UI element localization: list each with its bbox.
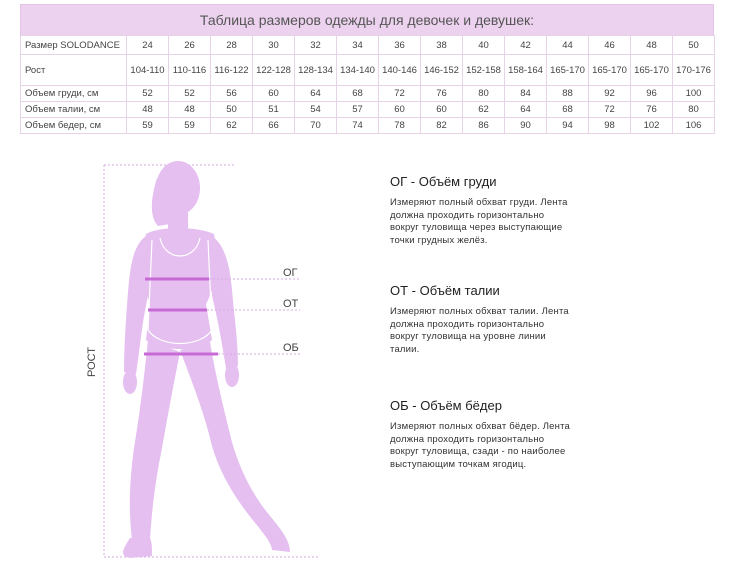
table-cell: 54	[295, 102, 337, 118]
table-cell: 110-116	[169, 55, 211, 86]
table-cell: 51	[253, 102, 295, 118]
table-cell: 128-134	[295, 55, 337, 86]
table-cell: 64	[505, 102, 547, 118]
chest-description-title: ОГ - Объём груди	[390, 174, 497, 189]
table-cell: 122-128	[253, 55, 295, 86]
table-cell: 170-176	[673, 55, 715, 86]
table-cell: 70	[295, 118, 337, 134]
table-cell: 78	[379, 118, 421, 134]
waist-description	[390, 283, 620, 356]
table-cell: 28	[211, 36, 253, 55]
table-title: Таблица размеров одежды для девочек и девушек:	[20, 4, 714, 35]
table-cell: 59	[127, 118, 169, 134]
table-cell: 24	[127, 36, 169, 55]
table-cell: 165-170	[631, 55, 673, 86]
table-cell: 62	[463, 102, 505, 118]
table-cell: 76	[421, 86, 463, 102]
table-cell: 84	[505, 86, 547, 102]
table-cell: 50	[673, 36, 715, 55]
table-cell: 80	[673, 102, 715, 118]
table-cell: 116-122	[211, 55, 253, 86]
table-cell: 68	[547, 102, 589, 118]
table-cell: 46	[589, 36, 631, 55]
table-cell: 60	[379, 102, 421, 118]
table-cell: 86	[463, 118, 505, 134]
chest-description	[390, 174, 620, 247]
table-cell: 90	[505, 118, 547, 134]
table-cell: 57	[337, 102, 379, 118]
table-cell: 48	[169, 102, 211, 118]
table-cell: 66	[253, 118, 295, 134]
table-cell: 104-110	[127, 55, 169, 86]
table-cell: 30	[253, 36, 295, 55]
table-cell: 72	[379, 86, 421, 102]
table-cell: 52	[127, 86, 169, 102]
table-cell: 102	[631, 118, 673, 134]
table-cell: 165-170	[547, 55, 589, 86]
height-label: РОСТ	[86, 347, 98, 377]
table-cell: 56	[211, 86, 253, 102]
table-cell: 44	[547, 36, 589, 55]
table-cell: 52	[169, 86, 211, 102]
table-cell: 50	[211, 102, 253, 118]
table-cell: 62	[211, 118, 253, 134]
row-header: Рост	[21, 55, 127, 86]
hips-description-title: ОБ - Объём бёдер	[390, 398, 502, 413]
table-cell: 94	[547, 118, 589, 134]
row-header: Объем груди, см	[21, 86, 127, 102]
table-cell: 60	[421, 102, 463, 118]
size-table-section	[20, 4, 714, 134]
table-cell: 74	[337, 118, 379, 134]
table-cell: 80	[463, 86, 505, 102]
table-cell: 64	[295, 86, 337, 102]
size-table	[20, 35, 715, 134]
table-cell: 48	[631, 36, 673, 55]
row-header: Объем бедер, см	[21, 118, 127, 134]
table-cell: 60	[253, 86, 295, 102]
table-cell: 38	[421, 36, 463, 55]
table-cell: 98	[589, 118, 631, 134]
hips-row	[21, 118, 715, 134]
table-cell: 100	[673, 86, 715, 102]
table-cell: 88	[547, 86, 589, 102]
table-cell: 48	[127, 102, 169, 118]
table-cell: 72	[589, 102, 631, 118]
hips-label: ОБ	[283, 342, 299, 354]
chest-row	[21, 86, 715, 102]
table-cell: 140-146	[379, 55, 421, 86]
row-header: Объем талии, см	[21, 102, 127, 118]
table-cell: 36	[379, 36, 421, 55]
table-cell: 165-170	[589, 55, 631, 86]
table-cell: 68	[337, 86, 379, 102]
table-cell: 40	[463, 36, 505, 55]
hips-description	[390, 398, 620, 471]
hips-description-text: Измеряют полных обхват бёдер. Лента должна проходить горизонтально вокруг туловища, сзади - по наиболее выступающим точкам ягодиц.	[390, 421, 571, 470]
table-cell: 152-158	[463, 55, 505, 86]
row-header: Размер SOLODANCE	[21, 36, 127, 55]
table-cell: 76	[631, 102, 673, 118]
table-cell: 106	[673, 118, 715, 134]
waist-label: ОТ	[283, 298, 299, 310]
table-cell: 32	[295, 36, 337, 55]
table-cell: 158-164	[505, 55, 547, 86]
table-cell: 59	[169, 118, 211, 134]
table-cell: 26	[169, 36, 211, 55]
table-cell: 82	[421, 118, 463, 134]
waist-description-title: ОТ - Объём талии	[390, 283, 500, 298]
table-cell: 34	[337, 36, 379, 55]
table-cell: 42	[505, 36, 547, 55]
chest-label: ОГ	[283, 267, 298, 279]
chest-description-text: Измеряют полный обхват груди. Лента должна проходить горизонтально вокруг туловища через выступающие точки грудных желёз.	[390, 197, 568, 246]
body-silhouette	[123, 161, 290, 558]
table-cell: 134-140	[337, 55, 379, 86]
waist-description-text: Измеряют полных обхват талии. Лента должна проходить горизонтально вокруг туловища на уровне линии талии.	[390, 306, 569, 355]
table-cell: 96	[631, 86, 673, 102]
size-row	[21, 36, 715, 55]
table-cell: 92	[589, 86, 631, 102]
height-row	[21, 55, 715, 86]
table-cell: 146-152	[421, 55, 463, 86]
waist-row	[21, 102, 715, 118]
